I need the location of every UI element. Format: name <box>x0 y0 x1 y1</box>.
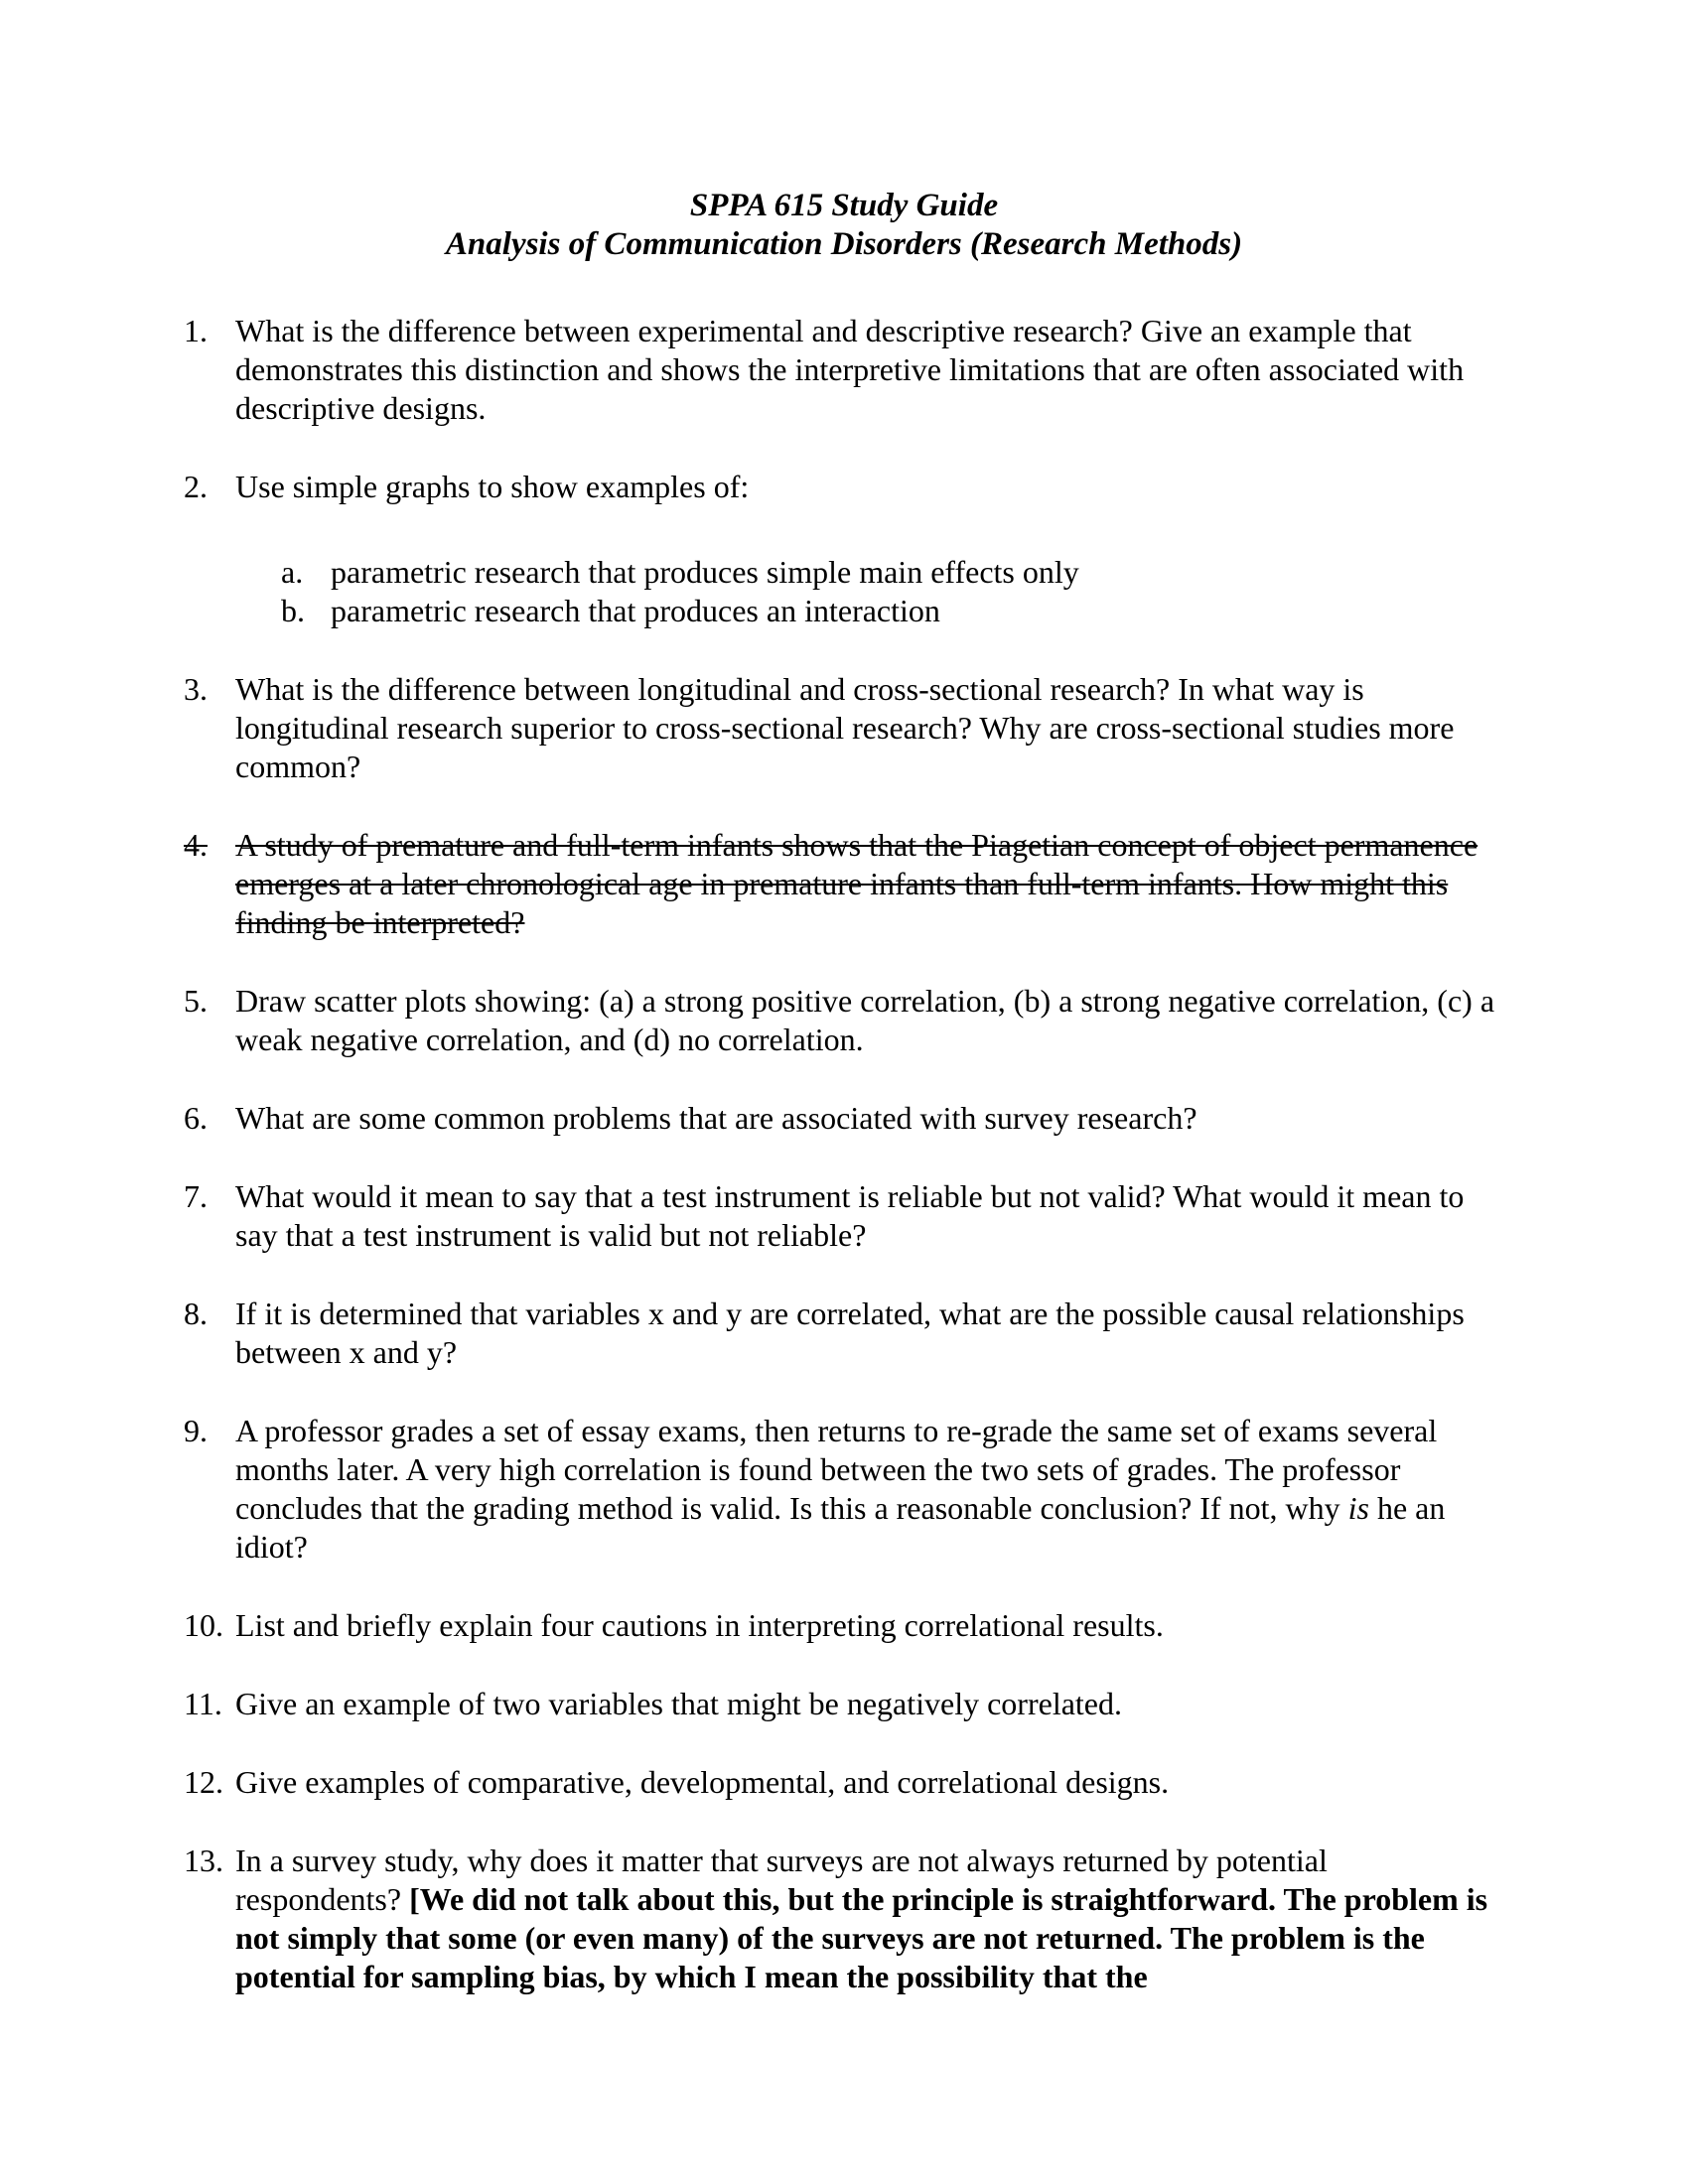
question-9-text <box>235 1412 1499 1567</box>
question-13 <box>184 1842 1688 1996</box>
question-7-number: 7. <box>184 1178 208 1214</box>
subitem-b-text: parametric research that produces an interaction <box>331 593 940 628</box>
question-11-text <box>235 1685 1499 1723</box>
question-11 <box>184 1685 1688 1723</box>
question-12-number: 12. <box>184 1764 223 1800</box>
question-12-paragraph: Give examples of comparative, developmental, and correlational designs. <box>235 1764 1170 1800</box>
question-9-paragraph <box>235 1413 1445 1565</box>
subitem-a-letter: a. <box>281 554 304 590</box>
question-3-text <box>235 670 1499 786</box>
question-7-paragraph: What would it mean to say that a test instrument is reliable but not valid? What would it mean to say that a test instrument is valid but not reliable? <box>235 1178 1465 1253</box>
question-6-number: 6. <box>184 1100 208 1136</box>
question-3 <box>184 670 1688 786</box>
question-8-text <box>235 1295 1499 1372</box>
document-title <box>0 187 1688 264</box>
question-7 <box>184 1177 1688 1255</box>
question-6-paragraph: What are some common problems that are associated with survey research? <box>235 1100 1197 1136</box>
question-4-number: 4. <box>184 827 208 863</box>
question-10 <box>184 1606 1688 1645</box>
question-13-number: 13. <box>184 1843 223 1878</box>
question-9 <box>184 1412 1688 1567</box>
subitem-b <box>281 592 1499 630</box>
question-8-number: 8. <box>184 1296 208 1331</box>
question-13-segment-bold: [We did not talk about this, but the principle is straightforward. The problem is not simply that some (or even many) of the surveys are not returned. The problem is the potential for sampling bias, by which I mean the possibility that the <box>235 1881 1488 1994</box>
question-9-segment-normal: A professor grades a set of essay exams, then returns to re-grade the same set of exams several months later. A very high correlation is found between the two sets of grades. The professor concludes that the grading method is valid. Is this a reasonable conclusion? If not, why <box>235 1413 1438 1526</box>
question-9-number: 9. <box>184 1413 208 1448</box>
question-5-number: 5. <box>184 983 208 1019</box>
question-12-text <box>235 1763 1499 1802</box>
question-12 <box>184 1763 1688 1802</box>
question-2-number: 2. <box>184 469 208 504</box>
question-11-number: 11. <box>184 1686 222 1721</box>
question-9-segment-normal-2: he an idiot? <box>235 1490 1446 1565</box>
subitem-a-text: parametric research that produces simple main effects only <box>331 554 1079 590</box>
title-line-2: Analysis of Communication Disorders (Research Methods) <box>445 226 1243 262</box>
question-9-segment-italic: is <box>1347 1490 1369 1526</box>
title-line-1: SPPA 615 Study Guide <box>689 188 999 223</box>
question-5 <box>184 982 1688 1059</box>
subitem-a <box>281 553 1499 592</box>
question-2-sublist <box>281 553 1499 630</box>
question-5-text <box>235 982 1499 1059</box>
question-2 <box>184 468 1688 630</box>
question-3-paragraph: What is the difference between longitudinal and cross-sectional research? In what way is longitudinal research superior to cross-sectional research? Why are cross-sectional studies more common? <box>235 671 1455 784</box>
question-5-paragraph: Draw scatter plots showing: (a) a strong positive correlation, (b) a strong negative correlation, (c) a weak negative correlation, and (d) no correlation. <box>235 983 1495 1057</box>
question-2-text <box>235 468 1499 630</box>
subitem-b-letter: b. <box>281 593 305 628</box>
question-4-paragraph: A study of premature and full-term infants shows that the Piagetian concept of object permanence emerges at a later chronological age in premature infants than full-term infants. How might this finding be interpreted? <box>235 827 1478 940</box>
question-10-text <box>235 1606 1499 1645</box>
question-1-text <box>235 312 1499 428</box>
question-4-text <box>235 826 1499 942</box>
question-10-number: 10. <box>184 1607 223 1643</box>
question-2-paragraph: Use simple graphs to show examples of: <box>235 469 750 504</box>
question-1 <box>184 312 1688 428</box>
question-6-text <box>235 1099 1499 1138</box>
question-3-number: 3. <box>184 671 208 707</box>
question-8-paragraph: If it is determined that variables x and y are correlated, what are the possible causal relationships between x and y? <box>235 1296 1465 1370</box>
question-13-text <box>235 1842 1499 1996</box>
question-1-number: 1. <box>184 313 208 348</box>
question-11-paragraph: Give an example of two variables that might be negatively correlated. <box>235 1686 1122 1721</box>
question-1-paragraph: What is the difference between experimental and descriptive research? Give an example that demonstrates this distinction and shows the interpretive limitations that are often associated with descriptive designs. <box>235 313 1465 426</box>
question-7-text <box>235 1177 1499 1255</box>
question-10-paragraph: List and briefly explain four cautions in interpreting correlational results. <box>235 1607 1164 1643</box>
question-13-paragraph <box>235 1843 1487 1994</box>
question-6 <box>184 1099 1688 1138</box>
question-list <box>0 312 1688 1996</box>
question-4-strikethrough <box>184 826 1688 942</box>
question-13-segment-normal: In a survey study, why does it matter that surveys are not always returned by potential respondents? <box>235 1843 1328 1917</box>
question-8 <box>184 1295 1688 1372</box>
